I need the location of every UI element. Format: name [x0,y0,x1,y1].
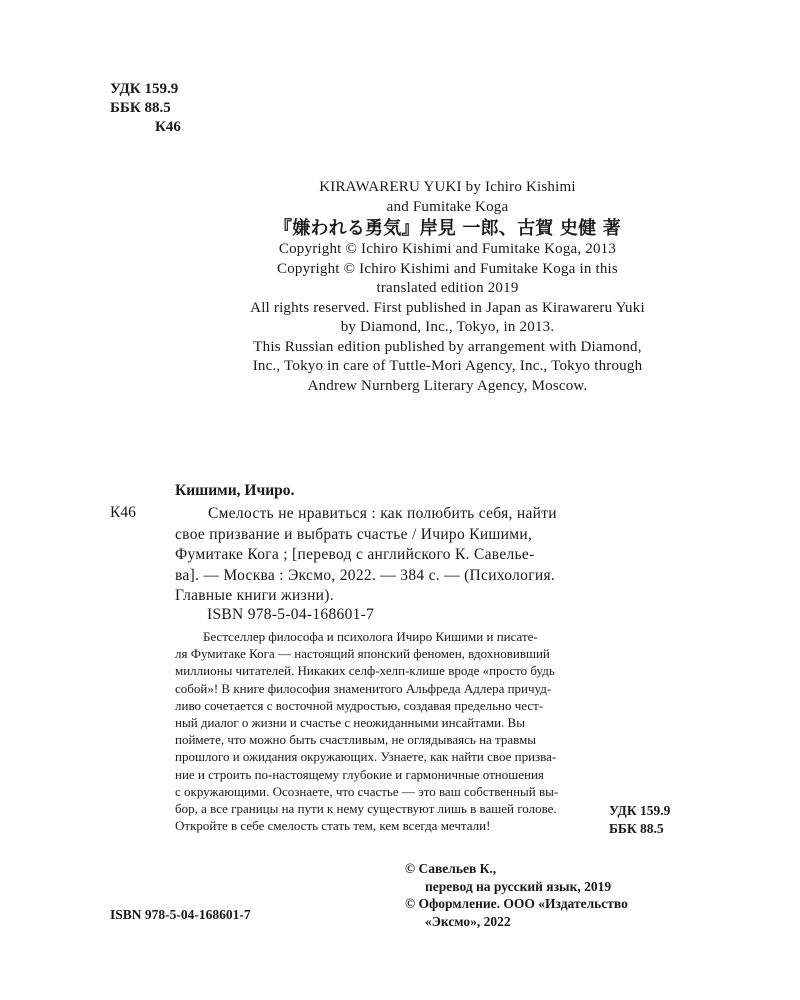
annotation-line: Откройте в себе смелость стать тем, кем всегда мечтали! [175,818,491,834]
classification-bottom [609,802,670,838]
bib-isbn: ISBN 978-5-04-168601-7 [207,606,375,623]
annotation-line: Бестселлер философа и психолога Ичиро Кишими и писате- [203,629,538,644]
bib-line: Главные книги жизни). [175,587,334,604]
copyright-line: Andrew Nurnberg Literary Agency, Moscow. [307,377,588,394]
author-mark: К46 [155,119,181,135]
udk-code: УДК 159.9 [609,803,671,818]
copyright-line: by Diamond, Inc., Tokyo, in 2013. [340,319,555,335]
annotation-line: прошлого и ожидания окружающих. Узнаете, как найти свое призва- [175,749,557,765]
bib-line: Смелость не нравиться : как полюбить себя, найти [208,505,557,522]
copyright-line: This Russian edition published by arrangement with Diamond, [253,338,642,355]
annotation-line: поймете, что можно быть счастливым, не оглядываясь на травмы [175,732,537,748]
japanese-title: 『嫌われる勇気』岸見 一郎、古賀 史健 著 [274,218,621,239]
bib-line: ва]. — Москва : Эксмо, 2022. — 384 с. — (Психология. [175,566,556,584]
copyright-line: Inc., Tokyo in care of Tuttle-Mori Agency, Inc., Tokyo through [252,358,643,374]
annotation-line: с окружающими. Осознаете, что счастье — это ваш собственный вы- [175,783,559,799]
copyright-line: Copyright © Ichiro Kishimi and Fumitake Koga, 2013 [278,241,617,257]
annotation-line: миллионы читателей. Никаких селф-хелп-клише вроде «просто будь [175,663,555,679]
annotation-line: собой»! В книге философия знаменитого Альфреда Адлера причуд- [175,680,552,696]
copyright-block [165,178,730,396]
annotation-line: ля Фумитаке Кога — настоящий японский феномен, вдохновивший [175,646,550,662]
annotation-line: ливо сочетается с восточной мудростью, создавая предельно чест- [175,697,544,713]
annotation-line: ный диалог о жизни и счастье с неожиданными инсайтами. Вы [175,715,525,731]
bib-line: свое призвание и выбрать счастье / Ичиро Кишими, [175,525,533,543]
bib-author-heading: Кишими, Ичиро. [175,482,295,499]
footer-isbn: ISBN 978-5-04-168601-7 [110,907,251,922]
udk-code: УДК 159.9 [110,81,179,97]
bbk-code: ББК 88.5 [609,821,664,836]
copyright-line: All rights reserved. First published in Japan as Kirawareru Yuki [250,299,645,316]
bib-author-mark: К46 [110,504,136,521]
copyright-line: Copyright © Ichiro Kishimi and Fumitake Koga in this [277,260,618,277]
copyright-line: and Fumitake Koga [386,198,509,215]
footer-copyright [405,860,628,930]
bbk-code: ББК 88.5 [110,100,171,116]
bib-description [175,504,720,607]
copyright-line: translated edition 2019 [376,280,519,296]
annotation-line: ние и строить по-настоящему глубокие и гармоничные отношения [175,766,544,782]
footer-copyright-line: © Савельев К., [405,861,497,876]
copyright-line: KIRAWARERU YUKI by Ichiro Kishimi [319,179,576,195]
classification-top [110,80,181,137]
footer-copyright-line: перевод на русский язык, 2019 [425,878,612,894]
footer-copyright-line: © Оформление. ООО «Издательство [405,896,628,911]
annotation-line: бор, а все границы на пути к нему существуют лишь в вашей голове. [175,801,557,817]
bib-line: Фумитаке Кога ; [перевод с английского К. Савелье- [175,546,535,563]
footer-copyright-line: «Эксмо», 2022 [425,913,511,929]
